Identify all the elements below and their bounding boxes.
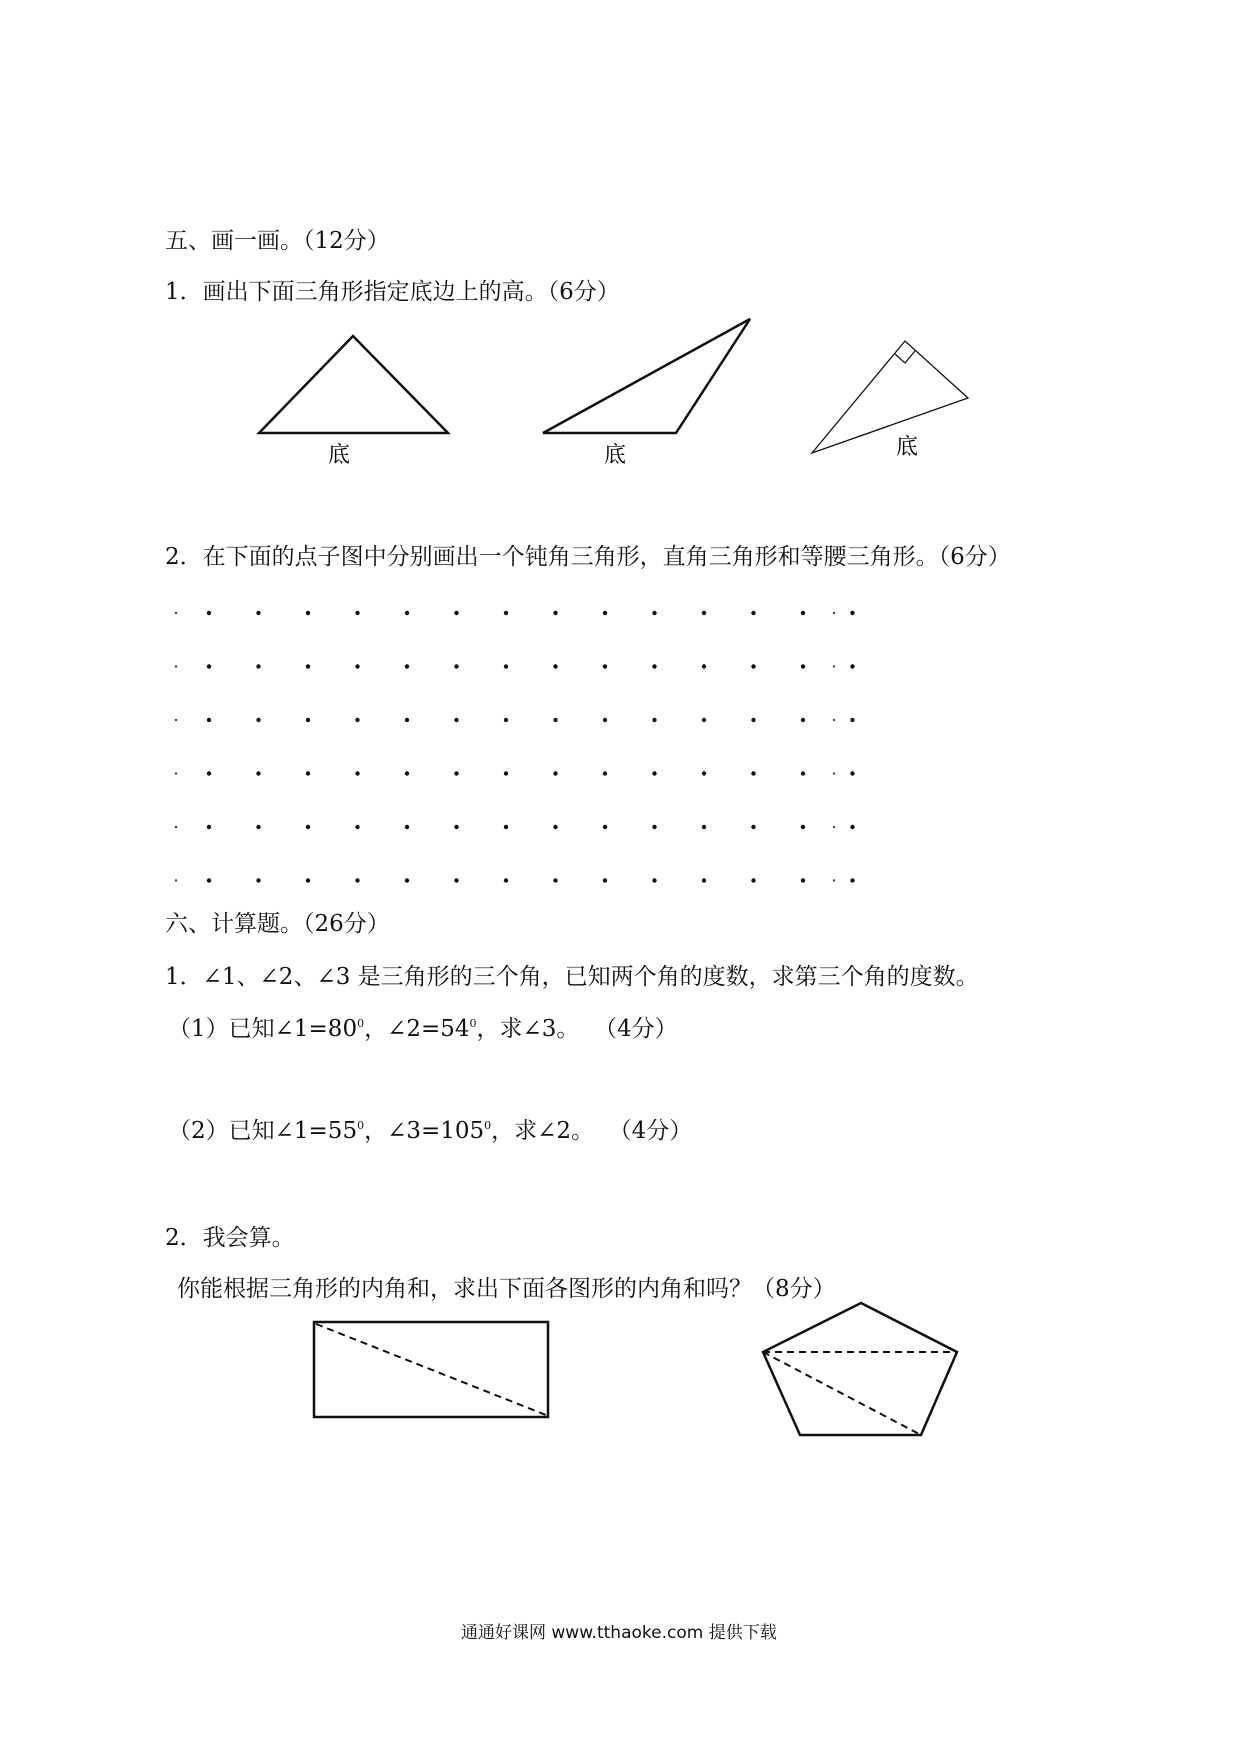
base-label-3: 底 bbox=[896, 435, 919, 460]
section6-q2-text: 2．我会算。 bbox=[165, 1225, 295, 1251]
section6-title: 六、计算题。（26分） bbox=[165, 911, 390, 937]
pentagon-diagonal-2 bbox=[763, 1352, 921, 1435]
section5-q2-text: 2．在下面的点子图中分别画出一个钝角三角形，直角三角形和等腰三角形。（6分） bbox=[165, 544, 1011, 570]
rectangle-diagonal bbox=[316, 1324, 546, 1415]
section6-q1-sub2: （2）已知$\angle 1=55^0$，$\angle 3=105^0$，求∠2。 （4分） bbox=[168, 1118, 693, 1144]
section6-q1-sub1: （1）已知$\angle 1=80^0$，$\angle 2=54^0$，求∠3。 （4分） bbox=[168, 1016, 678, 1042]
section6-q2-prompt: 你能根据三角形的内角和，求出下面各图形的内角和吗？（8分） bbox=[177, 1276, 836, 1302]
base-label-2: 底 bbox=[604, 443, 627, 468]
page-footer: 通通好课网 www.tthaoke.com 提供下载 bbox=[461, 1623, 777, 1643]
section5-title: 五、画一画。（12分） bbox=[165, 228, 390, 254]
pentagon bbox=[763, 1303, 957, 1435]
section6-q1-text: 1．∠1、∠2、∠3 是三角形的三个角，已知两个角的度数，求第三个角的度数。 bbox=[165, 964, 979, 990]
section5-q1-text: 1．画出下面三角形指定底边上的高。（6分） bbox=[165, 279, 620, 305]
base-label-1: 底 bbox=[328, 443, 351, 468]
